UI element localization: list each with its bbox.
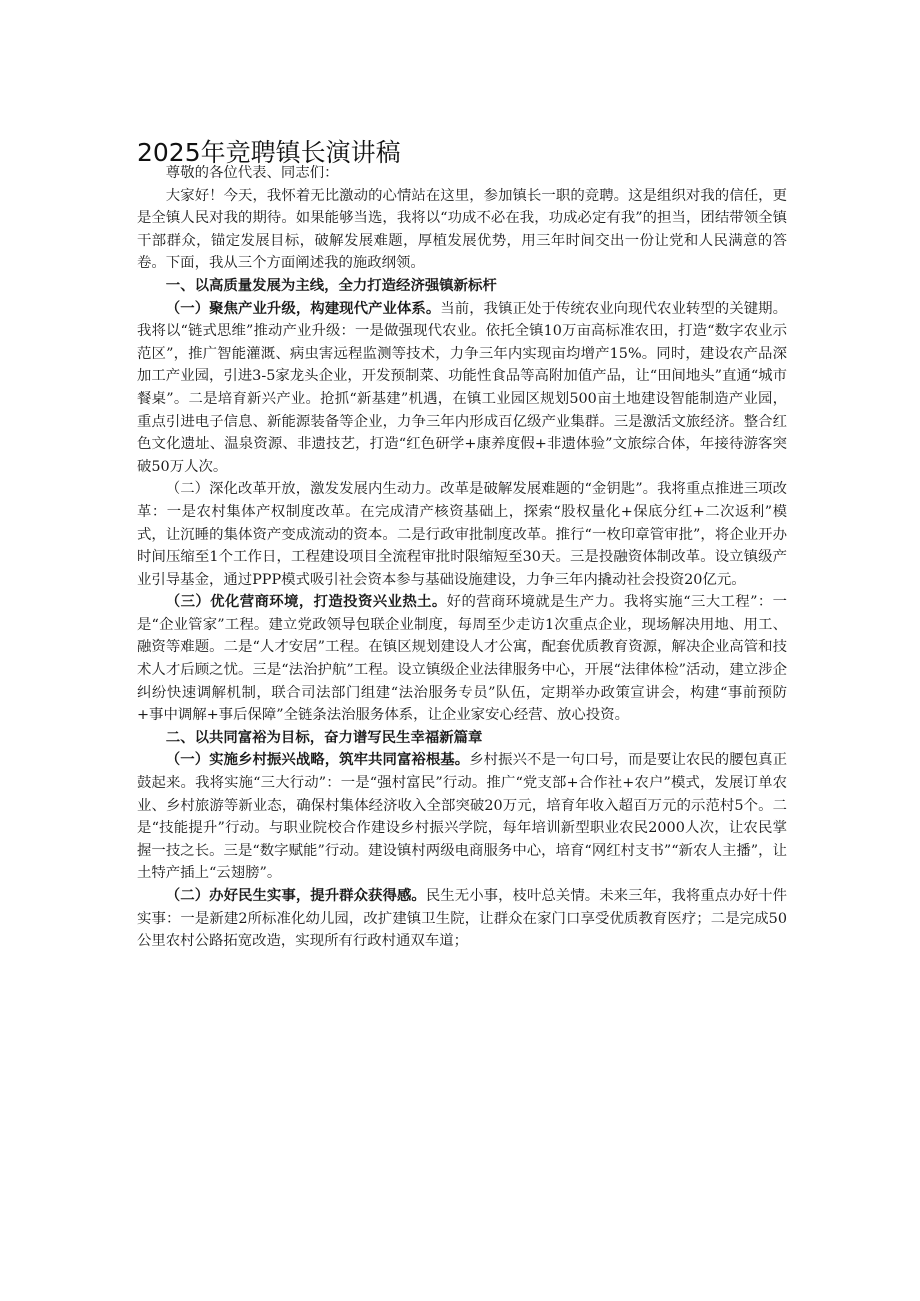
section-2-paragraph-1-lead: （一）实施乡村振兴战略，筑牢共同富裕根基。 bbox=[165, 751, 470, 769]
section-1-heading: 一、以高质量发展为主线，全力打造经济强镇新标杆 bbox=[165, 276, 497, 294]
section-1-paragraph-2: （二）深化改革开放，激发发展内生动力。改革是破解发展难题的“金钥匙”。我将重点推进三项改革：一是农村集体产权制度改革。在完成清产核资基础上，探索“股权量化+保底分红+二次返利”模式，让沉睡的集体资产变成流动的资本。二是行政审批制度改革。推行“一枚印章管审批”，将企业开办时间压缩至1个工作日，工程建设项目全流程审批时限缩短至30天。三是投融资体制改革。设立镇级产业引导基金，通过PPP模式吸引社会资本参与基础设施建设，力争三年内撬动社会投资20亿元。 bbox=[137, 481, 787, 588]
section-1-paragraph-1 bbox=[137, 298, 787, 479]
section-2-heading: 二、以共同富裕为目标，奋力谱写民生幸福新篇章 bbox=[165, 728, 483, 746]
section-2-paragraph-2-text: 民生无小事，枝叶总关情。未来三年，我将重点办好十件实事：一是新建2所标准化幼儿园，改扩建镇卫生院，让群众在家门口享受优质教育医疗；二是完成50公里农村公路拓宽改造，实现所有行政村通双车道； bbox=[137, 888, 787, 950]
section-2-paragraph-1-text: 乡村振兴不是一句口号，而是要让农民的腰包真正鼓起来。我将实施“三大行动”：一是“强村富民”行动。推广“党支部+合作社+农户”模式，发展订单农业、乡村旅游等新业态，确保村集体经济收入全部突破20万元，培育年收入超百万元的示范村5个。二是“技能提升”行动。与职业院校合作建设乡村振兴学院，每年培训新型职业农民2000人次，让农民掌握一技之长。三是“数字赋能”行动。建设镇村两级电商服务中心，培育“网红村支书”“新农人主播”，让土特产插上“云翅膀”。 bbox=[137, 752, 787, 882]
section-1-paragraph-1-lead: （一）聚焦产业升级，构建现代产业体系。 bbox=[165, 299, 441, 317]
section-2-paragraph-2-lead: （二）办好民生实事，提升群众获得感。 bbox=[165, 887, 426, 904]
section-2-paragraph-2 bbox=[137, 885, 787, 953]
section-2-paragraph-1 bbox=[137, 749, 787, 885]
section-1-paragraph-3-lead: （三）优化营商环境，打造投资兴业热土。 bbox=[165, 593, 447, 611]
intro-paragraph: 大家好！今天，我怀着无比激动的心情站在这里，参加镇长一职的竞聘。这是组织对我的信任，更是全镇人民对我的期待。如果能够当选，我将以“功成不必在我，功成必定有我”的担当，团结带领全镇干部群众，锚定发展目标，破解发展难题，厚植发展优势，用三年时间交出一份让党和人民满意的答卷。下面，我从三个方面阐述我的施政纲领。 bbox=[137, 187, 787, 272]
section-1-paragraph-1-text: 当前，我镇正处于传统农业向现代农业转型的关键期。我将以“链式思维”推动产业升级：一是做强现代农业。依托全镇10万亩高标准农田，打造“数字农业示范区”，推广智能灌溉、病虫害远程监测等技术，力争三年内实现亩均增产15%。同时，建设农产品深加工产业园，引进3-5家龙头企业，开发预制菜、功能性食品等高附加值产品，让“田间地头”直通“城市餐桌”。二是培育新兴产业。抢抓“新基建”机遇，在镇工业园区规划500亩土地建设智能制造产业园，重点引进电子信息、新能源装备等企业，力争三年内形成百亿级产业集群。三是激活文旅经济。整合红色文化遗址、温泉资源、非遗技艺，打造“红色研学+康养度假+非遗体验”文旅综合体，年接待游客突破50万人次。 bbox=[137, 300, 787, 475]
greeting: 尊敬的各位代表、同志们： bbox=[165, 165, 339, 181]
section-1-paragraph-3 bbox=[137, 591, 787, 727]
document-title: 2025年竞聘镇长演讲稿 bbox=[137, 138, 401, 167]
document-body bbox=[137, 162, 787, 953]
section-1-paragraph-3-text: 好的营商环境就是生产力。我将实施“三大工程”：一是“企业管家”工程。建立党政领导包联企业制度，每周至少走访1次重点企业，现场解决用地、用工、融资等难题。二是“人才安居”工程。在镇区规划建设人才公寓，配套优质教育资源，解决企业高管和技术人才后顾之忧。三是“法治护航”工程。设立镇级企业法律服务中心，开展“法律体检”活动，建立涉企纠纷快速调解机制，联合司法部门组建“法治服务专员”队伍，定期举办政策宣讲会，构建“事前预防+事中调解+事后保障”全链条法治服务体系，让企业家安心经营、放心投资。 bbox=[137, 594, 787, 724]
